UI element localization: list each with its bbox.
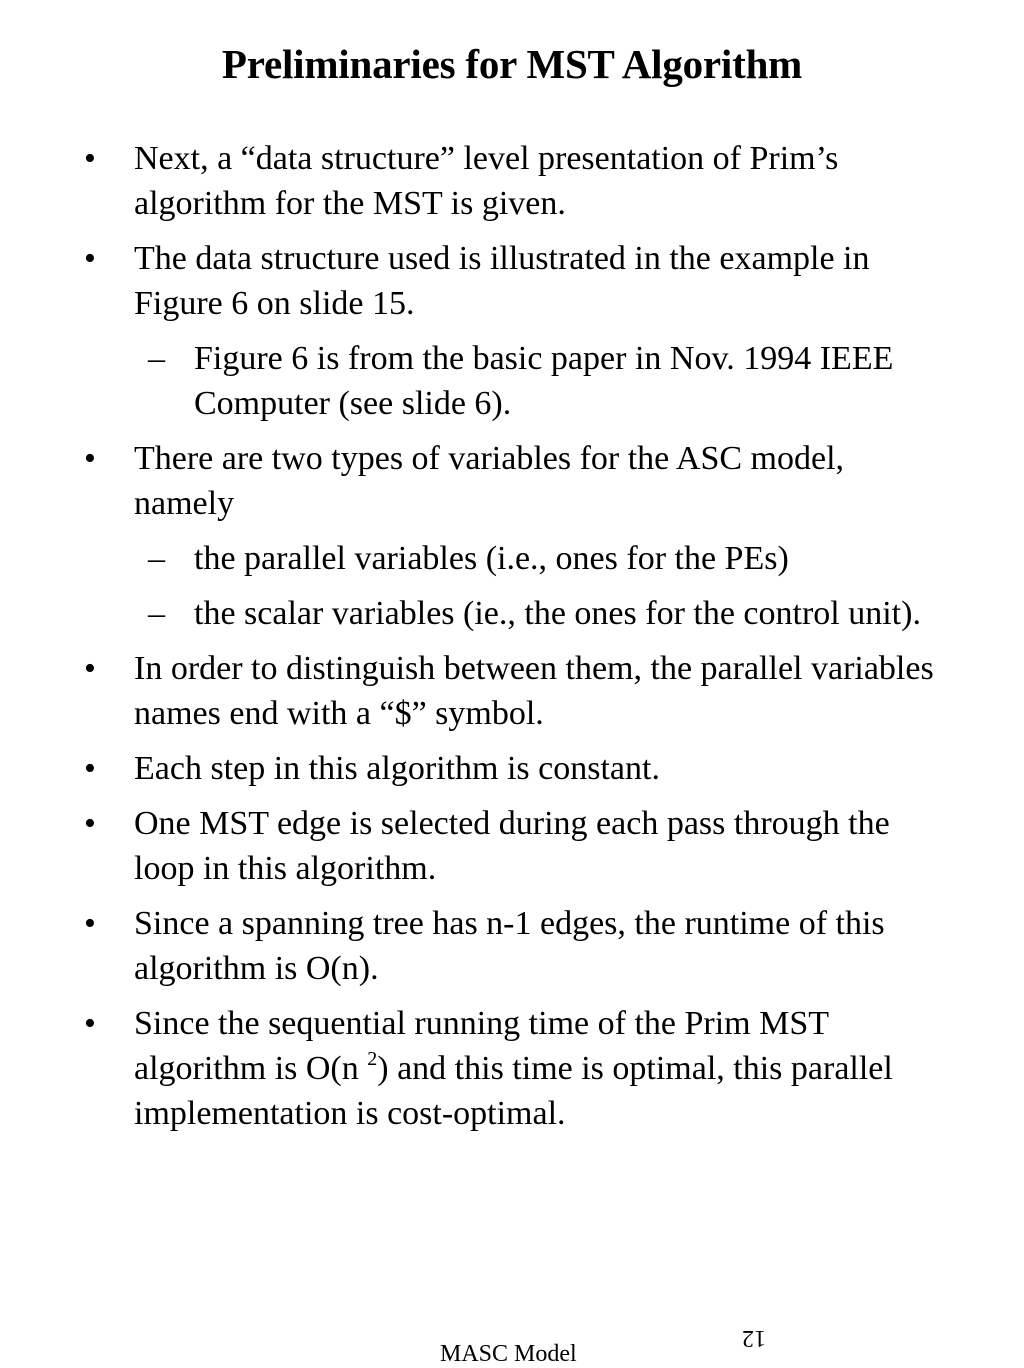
bullet-text: Since a spanning tree has n-1 edges, the runtime of this algorithm is O(n). (134, 905, 885, 987)
bullet-marker: • (84, 905, 96, 942)
bullet-item (82, 746, 942, 791)
superscript-exponent: 2 (367, 1048, 378, 1070)
bullet-marker: • (84, 240, 96, 277)
slide-title: Preliminaries for MST Algorithm (221, 41, 803, 87)
bullet-marker: • (84, 805, 96, 842)
bullet-text-part: Since the sequential running time of the Prim MST algorithm is O(n (134, 1005, 829, 1087)
bullet-text: In order to distinguish between them, the parallel variables names end with a “$” symbol. (134, 650, 934, 732)
dash-marker: – (148, 340, 165, 377)
sub-bullet-text: the scalar variables (ie., the ones for the control unit). (194, 595, 921, 632)
sub-bullet-item (82, 336, 942, 426)
bullet-item (82, 901, 942, 991)
bullet-item (82, 801, 942, 891)
bullet-list (82, 136, 942, 1146)
bullet-item (82, 136, 942, 226)
bullet-text: Each step in this algorithm is constant. (134, 750, 660, 787)
footer-text: MASC Model (440, 1341, 577, 1367)
bullet-item (82, 436, 942, 526)
sub-bullet-item (82, 591, 942, 636)
dash-marker: – (148, 540, 165, 577)
bullet-marker: • (84, 650, 96, 687)
dash-marker: – (148, 595, 165, 632)
sub-bullet-text: Figure 6 is from the basic paper in Nov. 1994 IEEE Computer (see slide 6). (194, 340, 894, 422)
bullet-marker: • (84, 750, 96, 787)
bullet-text: There are two types of variables for the ASC model, namely (134, 440, 845, 522)
bullet-marker: • (84, 140, 96, 177)
page-number: 12 (742, 1325, 766, 1351)
bullet-text: The data structure used is illustrated in the example in Figure 6 on slide 15. (134, 240, 870, 322)
bullet-marker: • (84, 1005, 96, 1042)
bullet-item (82, 236, 942, 326)
bullet-text: Next, a “data structure” level presentation of Prim’s algorithm for the MST is given. (134, 140, 839, 222)
bullet-text: One MST edge is selected during each pass through the loop in this algorithm. (134, 805, 890, 887)
sub-bullet-text: the parallel variables (i.e., ones for the PEs) (194, 540, 789, 577)
bullet-text-part: ) and this time is optimal, this parallel implementation is cost-optimal. (134, 1050, 893, 1132)
sub-bullet-item (82, 536, 942, 581)
bullet-marker: • (84, 440, 96, 477)
bullet-item (82, 1001, 942, 1136)
bullet-item (82, 646, 942, 736)
